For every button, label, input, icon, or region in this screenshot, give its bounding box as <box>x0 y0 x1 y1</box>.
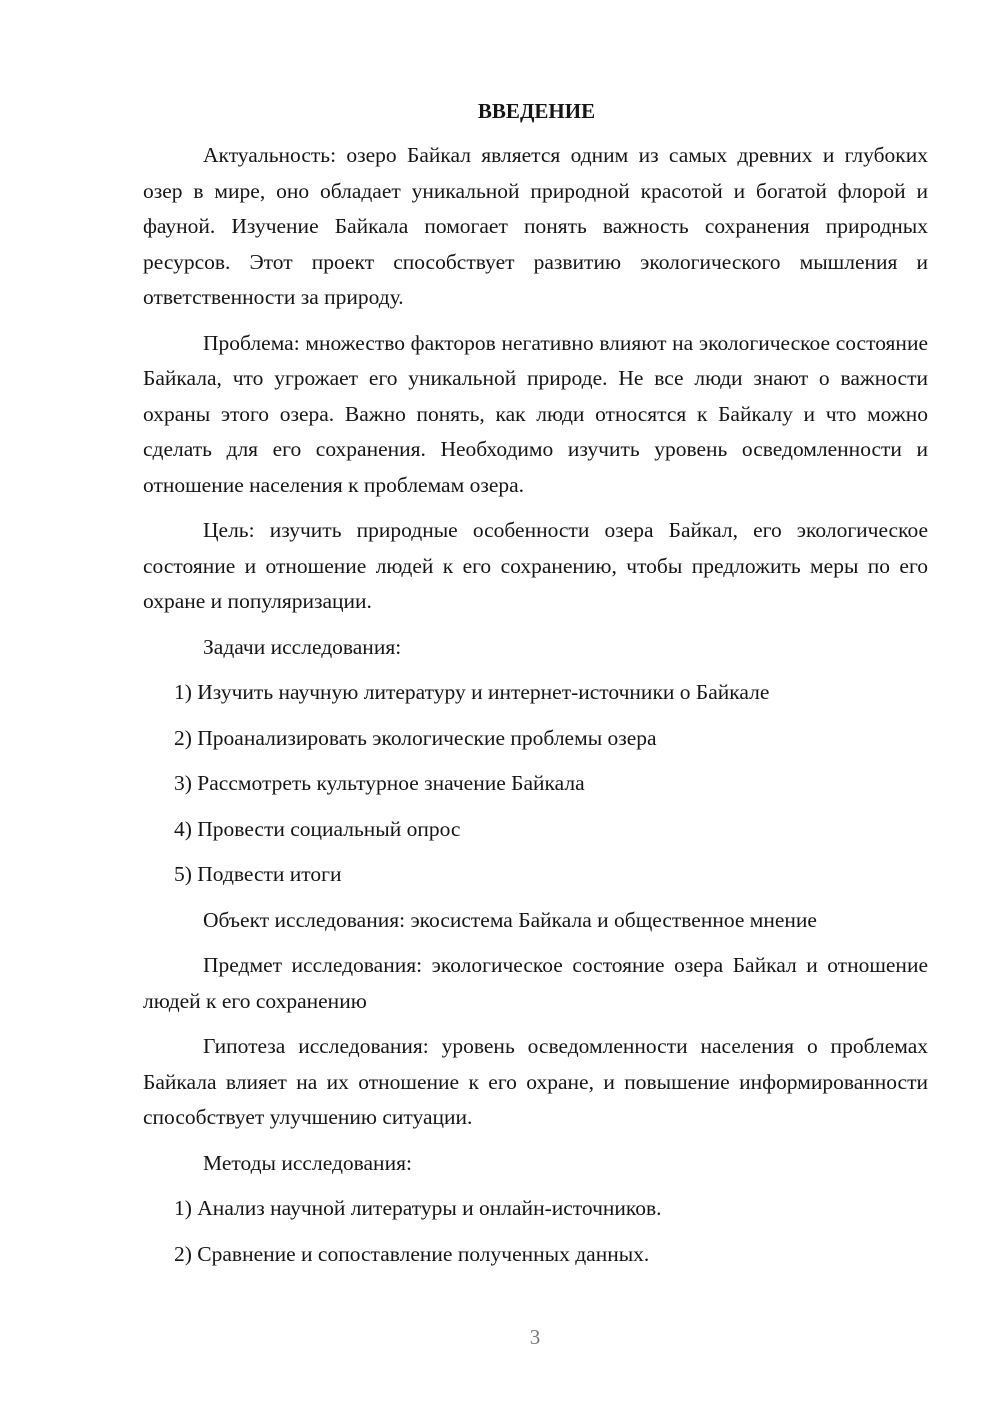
relevance-paragraph: Актуальность: озеро Байкал является одним из самых древних и глубоких озер в мире, оно обладает уникальной природной красотой и богатой флорой и фауной. Изучение Байкала помогает понять важность сохранения природных ресурсов. Этот проект способствует развитию экологического мышления и ответственности за природу. <box>143 143 928 309</box>
method-item: 2) Сравнение и сопоставление полученных данных. <box>174 1241 650 1266</box>
page-content <box>143 96 928 1282</box>
task-item: 1) Изучить научную литературу и интернет-источники о Байкале <box>174 680 770 704</box>
task-item: 4) Провести социальный опрос <box>174 816 461 841</box>
task-item: 3) Рассмотреть культурное значение Байкала <box>174 771 585 795</box>
task-item: 2) Проанализировать экологические проблемы озера <box>174 725 657 750</box>
method-item: 1) Анализ научной литературы и онлайн-источников. <box>174 1196 662 1220</box>
hypothesis-paragraph: Гипотеза исследования: уровень осведомленности населения о проблемах Байкала влияет на их отношение к его охране, и повышение информированности способствует улучшению ситуации. <box>143 1034 928 1129</box>
problem-paragraph: Проблема: множество факторов негативно влияют на экологическое состояние Байкала, что угрожает его уникальной природе. Не все люди знают о важности охраны этого озера. Важно понять, как люди относятся к Байкалу и что можно сделать для его сохранения. Необходимо изучить уровень осведомленности и отношение населения к проблемам озера. <box>143 330 928 497</box>
tasks-heading: Задачи исследования: <box>203 634 402 659</box>
page-number: 3 <box>529 1325 541 1349</box>
task-item: 5) Подвести итоги <box>174 862 342 886</box>
research-object-paragraph: Объект исследования: экосистема Байкала и общественное мнение <box>203 907 817 932</box>
goal-paragraph: Цель: изучить природные особенности озера Байкал, его экологическое состояние и отношение людей к его сохранению, чтобы предложить меры по его охране и популяризации. <box>143 518 928 613</box>
research-subject-paragraph: Предмет исследования: экологическое состояние озера Байкал и отношение людей к его сохранению <box>143 953 928 1013</box>
page-title: ВВЕДЕНИЕ <box>477 99 596 123</box>
methods-heading: Методы исследования: <box>203 1150 412 1175</box>
